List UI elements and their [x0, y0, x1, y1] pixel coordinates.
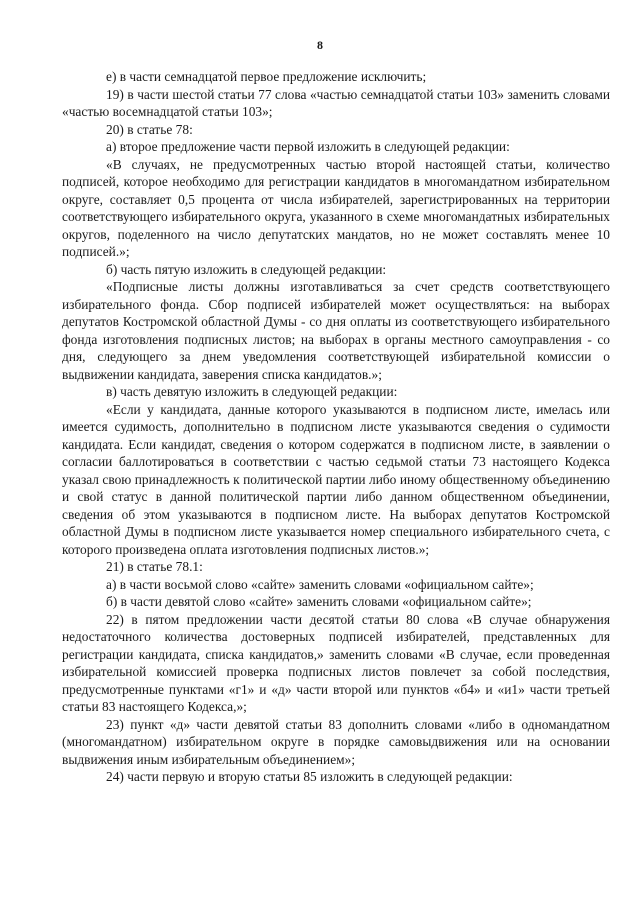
paragraph: е) в части семнадцатой первое предложение исключить;: [106, 69, 427, 84]
quoted-paragraph: «Если у кандидата, данные которого указываются в подписном листе, имелась или имеется судимость, дополнительно в подписном листе указываются сведения о судимости кандидата. Если кандидат, сведения о котором содержатся в подписном листе, в заявлении о согласии баллотироваться в соответствии с частью седьмой статьи 73 настоящего Кодекса указал свою принадлежность к политической партии либо иному общественному объединению и свой статус в данной политической партии либо данном общественном объединении, сведения об этом указываются в подписном листе. На выборах депутатов Костромской областной Думы в подписном листе указывается номер специального избирательного счета, с которого произведена оплата изготовления подписных листов.»;: [62, 401, 610, 557]
page-number: 8: [317, 38, 323, 52]
paragraph: б) часть пятую изложить в следующей редакции:: [106, 261, 387, 277]
quoted-paragraph: «В случаях, не предусмотренных частью второй настоящей статьи, количество подписей, которое необходимо для регистрации кандидатов в многомандатном избирательном округе, составляет 0,5 процента от числа избирателей, зарегистрированных на территории соответствующего избирательного округа, указанного в схеме многомандатных избирательных округов, поделенного на число депутатских мандатов, но не может составлять менее 10 подписей.»;: [62, 156, 610, 259]
paragraph: в) часть девятую изложить в следующей редакции:: [106, 384, 398, 399]
paragraph: а) второе предложение части первой изложить в следующей редакции:: [106, 139, 510, 154]
paragraph: б) в части девятой слово «сайте» заменить словами «официальном сайте»;: [106, 594, 532, 609]
paragraph: 21) в статье 78.1:: [106, 559, 203, 574]
quoted-paragraph: «Подписные листы должны изготавливаться за счет средств соответствующего избирательного фонда. Сбор подписей избирателей может осуществляться: на выборах депутатов Костромской областной Думы - со дня оплаты из соответствующего избирательного фонда изготовления подписных листов; на выборах в органы местного самоуправления - со дня, следующего за днем уведомления соответствующей избирательной комиссии о выдвижении кандидата, заверения списка кандидатов.»;: [62, 279, 610, 382]
paragraph: 19) в части шестой статьи 77 слова «частью семнадцатой статьи 103» заменить словами «частью восемнадцатой статьи 103»;: [62, 86, 610, 119]
paragraph: а) в части восьмой слово «сайте» заменить словами «официальном сайте»;: [106, 576, 534, 592]
document-body: [62, 68, 610, 786]
paragraph: 20) в статье 78:: [106, 121, 193, 137]
paragraph: 22) в пятом предложении части десятой статьи 80 слова «В случае обнаружения недостаточного количества достоверных подписей избирателей, представленных для регистрации кандидата, списка кандидатов,» заменить словами «В случае, если проведенная избирательной комиссией проверка подписных листов повлечет за собой последствия, предусмотренные пунктами «г1» и «д» части второй или пунктов «б4» и «и1» части третьей статьи 83 настоящего Кодекса,»;: [62, 611, 610, 714]
paragraph: 24) части первую и вторую статьи 85 изложить в следующей редакции:: [106, 769, 513, 784]
paragraph: 23) пункт «д» части девятой статьи 83 дополнить словами «либо в одномандатном (многомандатном) избирательном округе в порядке самовыдвижения или на основании выдвижения иным избирательным объединением»;: [62, 716, 610, 767]
